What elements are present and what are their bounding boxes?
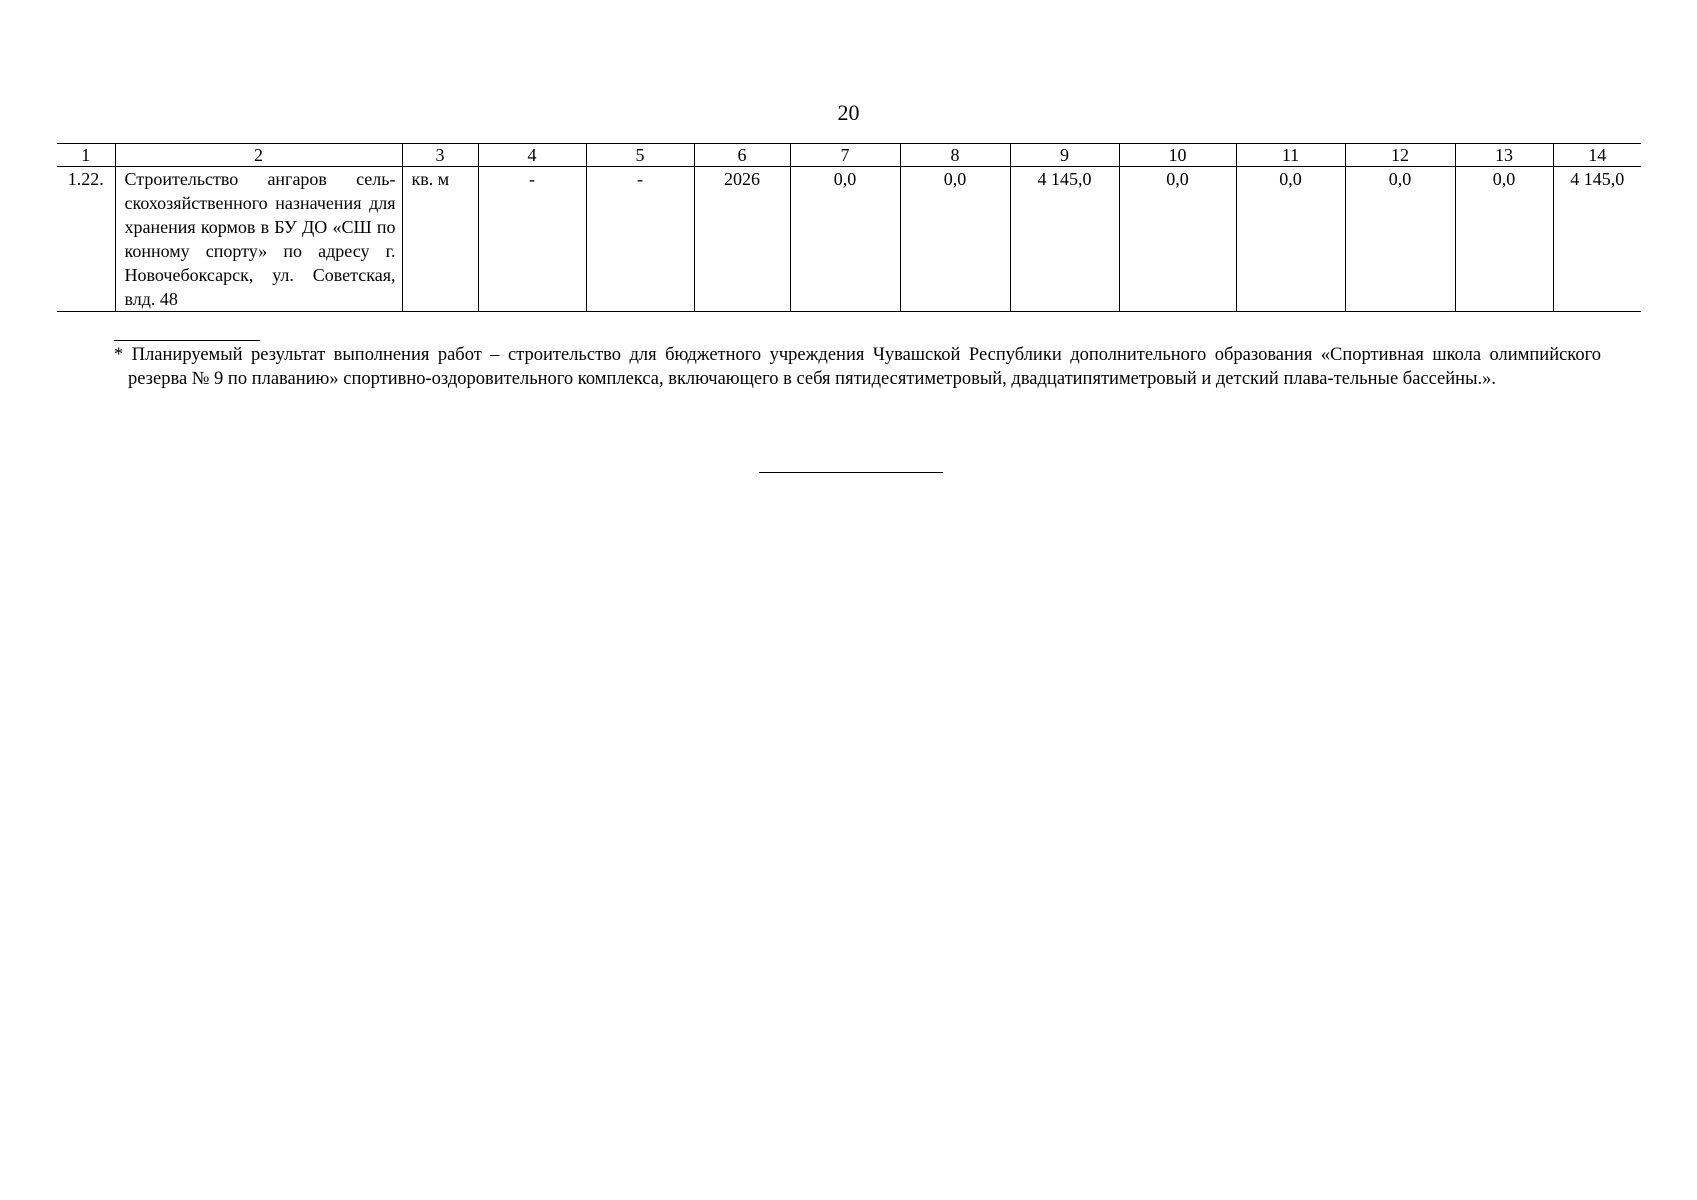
value-cell: 0,0 [1345,167,1455,312]
column-number-cell: 12 [1345,144,1455,167]
footnote: * Планируемый результат выполнения работ – строительство для бюджетного учреждения Чувашской Республики дополнительного образования «Спортивная школа олимпийского резерва № 9 по плаванию» спортивно-оздоровительного комплекса, включающего в себя пятидесятиметровый, двадцатипятиметровый и детский плава-тельные бассейны.». [114,345,1601,389]
data-table [57,143,1641,312]
column-number-cell: 11 [1236,144,1345,167]
value-cell: 4 145,0 [1010,167,1119,312]
unit-cell: кв. м [402,167,478,312]
column-number-cell: 5 [586,144,694,167]
table-cell: - [478,167,586,312]
value-cell: 0,0 [900,167,1010,312]
value-cell: 0,0 [1455,167,1553,312]
column-number-cell: 9 [1010,144,1119,167]
value-cell: 0,0 [1236,167,1345,312]
column-number-cell: 1 [57,144,115,167]
year-cell: 2026 [694,167,790,312]
column-number-cell: 8 [900,144,1010,167]
column-number-cell: 13 [1455,144,1553,167]
column-number-cell: 4 [478,144,586,167]
table-row [57,167,1641,312]
description-cell: Строительство ангаров сель-скохозяйственного назначения для хранения кормов в БУ ДО «СШ по конному спорту» по адресу г. Новочебоксарск, ул. Советская, влд. 48 [115,167,402,312]
value-cell: 0,0 [790,167,900,312]
column-number-cell: 2 [115,144,402,167]
value-cell: 0,0 [1119,167,1236,312]
column-number-cell: 14 [1553,144,1641,167]
column-number-cell: 7 [790,144,900,167]
row-number-cell: 1.22. [57,167,115,312]
table-cell: - [586,167,694,312]
column-number-row [57,144,1641,167]
column-number-cell: 6 [694,144,790,167]
column-number-cell: 10 [1119,144,1236,167]
page-number: 20 [837,100,860,125]
footnote-separator [114,340,260,341]
column-number-cell: 3 [402,144,478,167]
end-divider [759,472,943,473]
total-value-cell: 4 145,0 [1553,167,1641,312]
